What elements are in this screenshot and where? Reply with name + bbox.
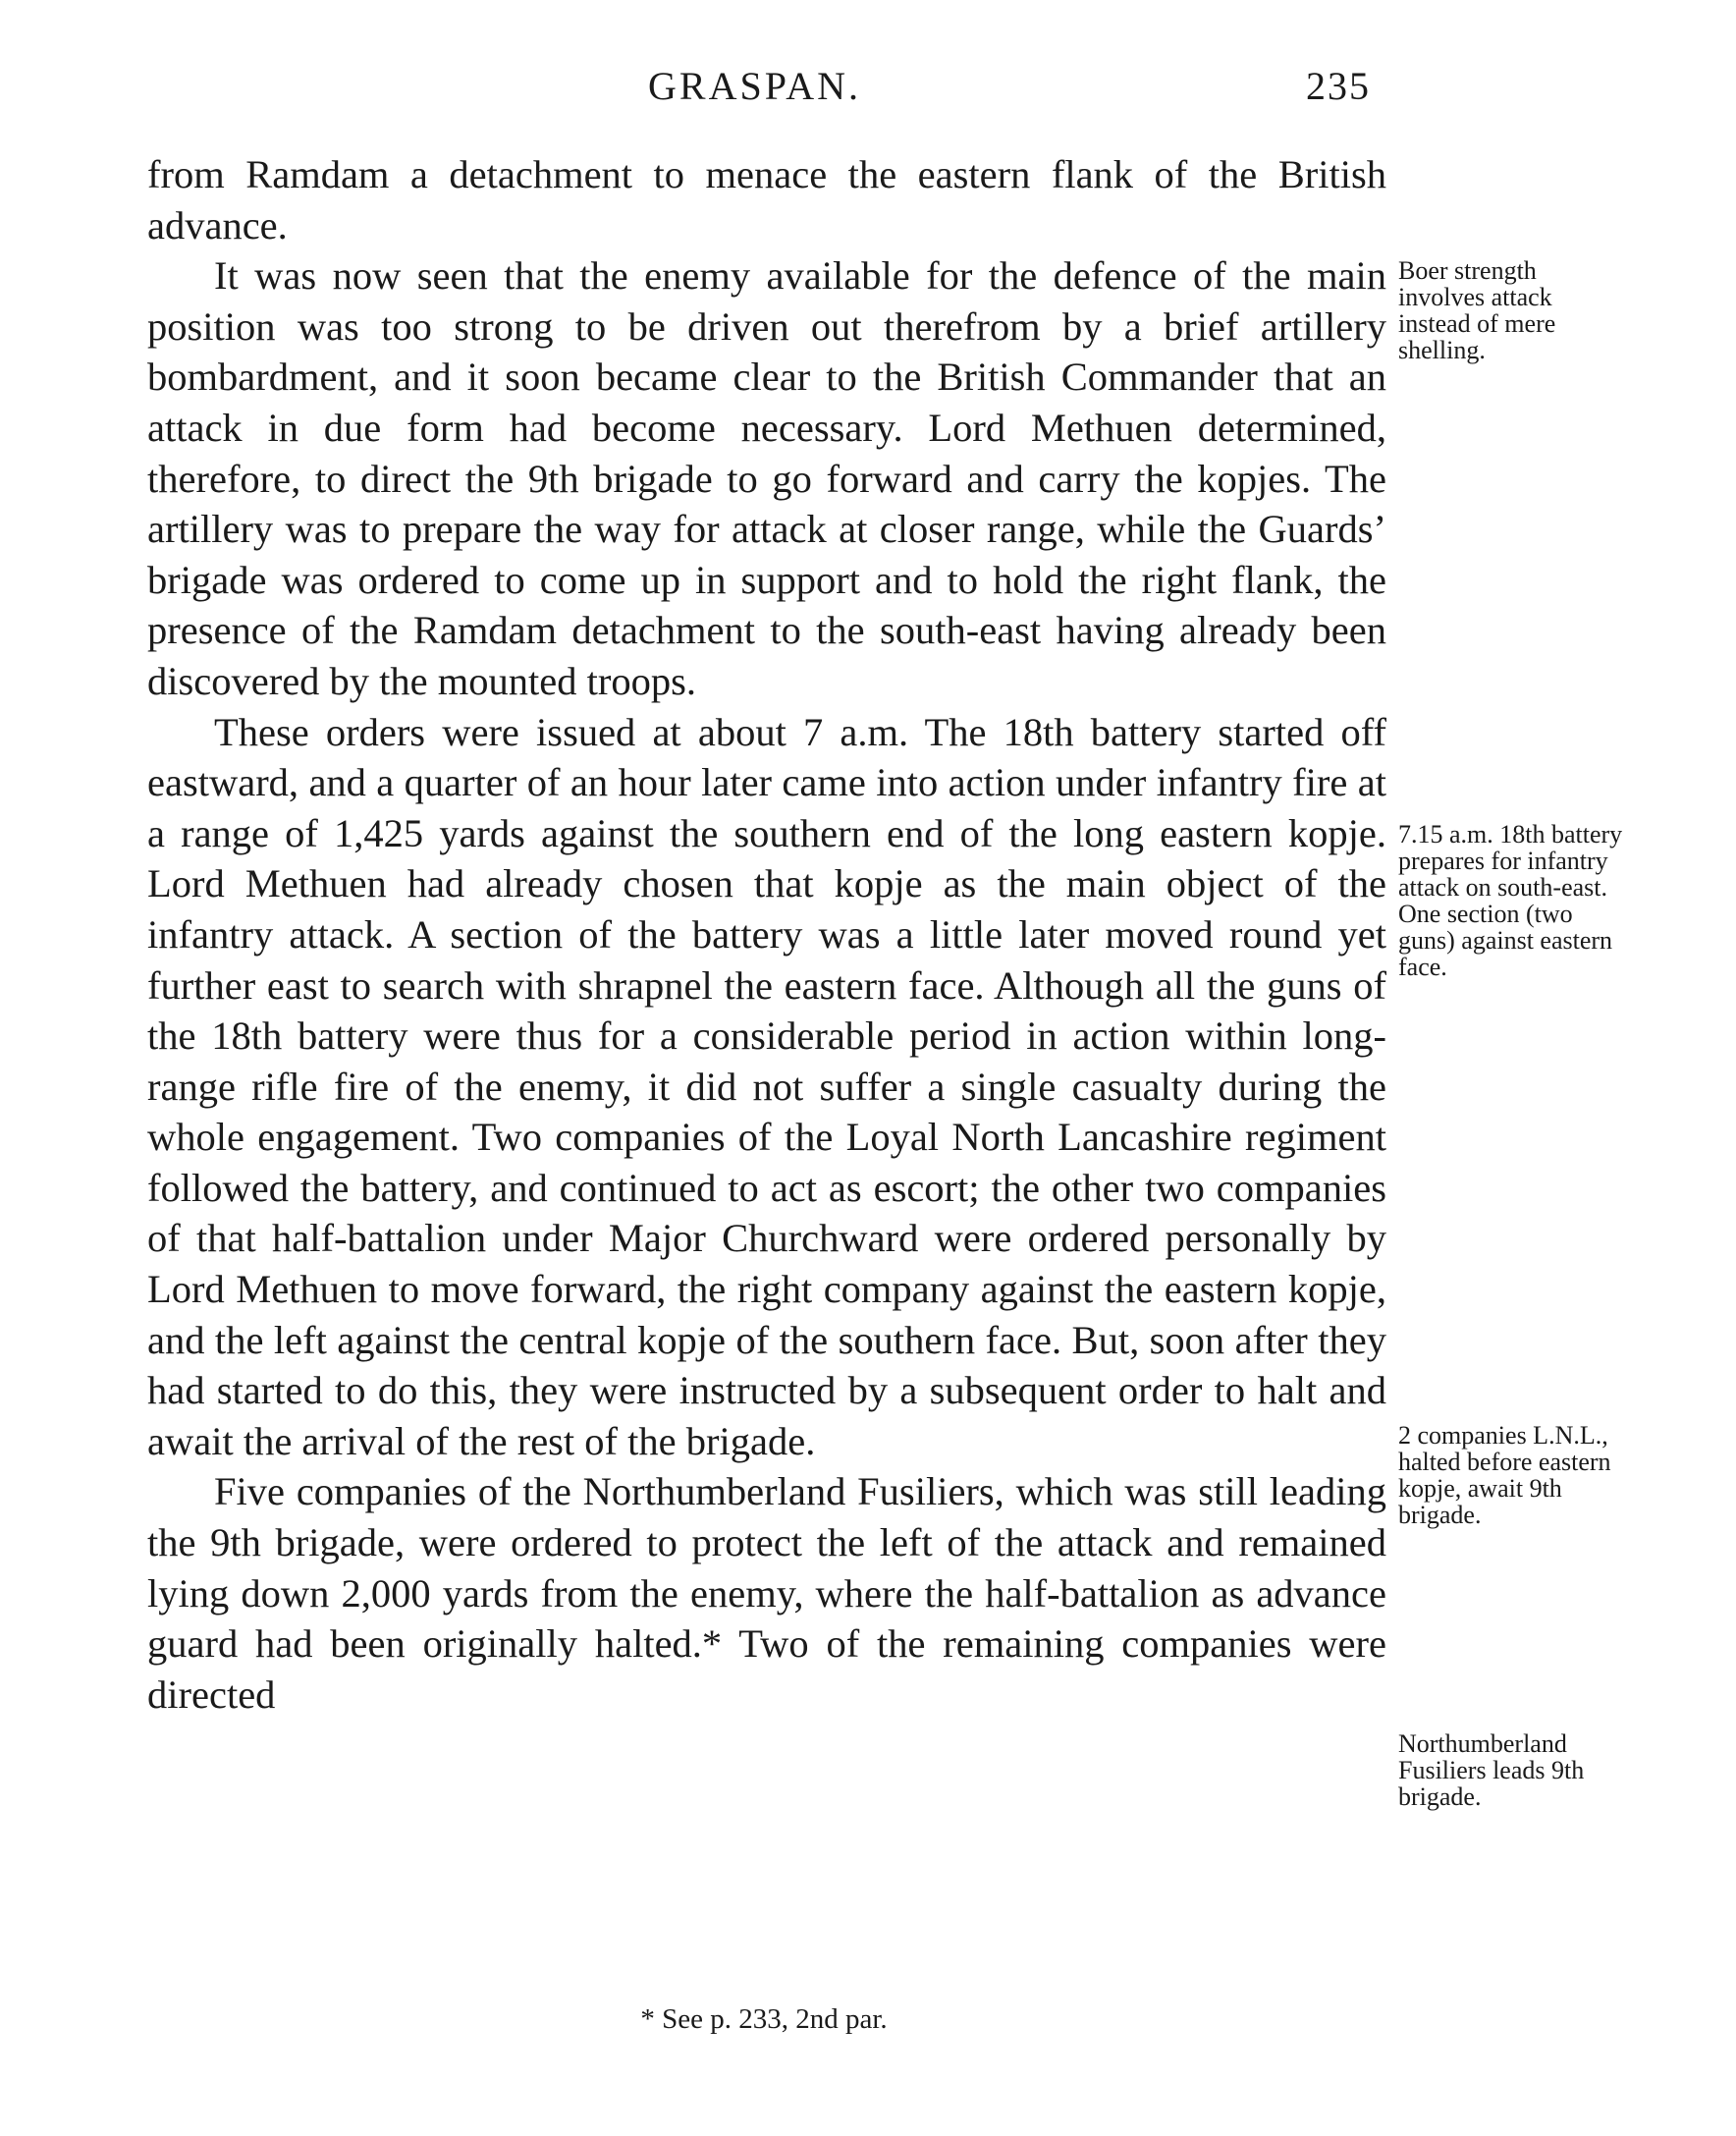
margin-note-lnl-companies: 2 companies L.N.L., halted before eastern kopje, await 9th brigade. (1398, 1421, 1611, 1529)
margin-note-boer-strength: Boer strength involves attack instead of mere shelling. (1398, 256, 1556, 364)
paragraph-2: It was now seen that the enemy available for the defence of the main position was too strong to be driven out therefrom by a brief artillery bombardment, and it soon became clear to the British Commander that an attack in due form had become necessary. Lord Methuen determined, therefore, to direct the 9th brigade to go forward and carry the kopjes. The artillery was to prepare the way for attack at closer range, while the Guards’ brigade was ordered to come up in support and to hold the right flank, the presence of the Ramdam detachment to the south-east having already been discovered by the mounted troops. (147, 253, 1386, 703)
margin-note-northumberland: Northumberland Fusiliers leads 9th brigade. (1398, 1729, 1585, 1811)
margin-note-18th-battery: 7.15 a.m. 18th battery prepares for infantry attack on south-east. One section (two guns) against eastern face. (1398, 820, 1623, 981)
page-number: 235 (1306, 64, 1371, 108)
paragraph-4: Five companies of the Northumberland Fusiliers, which was still leading the 9th brigade, were ordered to protect the left of the attack and remained lying down 2,000 yards from the enemy, where the half-battalion as advance guard had been originally halted.* Two of the remaining companies were directed (147, 1469, 1386, 1717)
paragraph-3: These orders were issued at about 7 a.m. The 18th battery started off eastward, and a quarter of an hour later came into action under infantry fire at a range of 1,425 yards against the southern end of the long eastern kopje. Lord Methuen had already chosen that kopje as the main object of the infantry attack. A section of the battery was a little later moved round yet further east to search with shrapnel the eastern face. Although all the guns of the 18th battery were thus for a considerable period in action within long-range rifle fire of the enemy, it did not suffer a single casualty during the whole engagement. Two companies of the Loyal North Lancashire regiment followed the battery, and continued to act as escort; the other two companies of that half-battalion under Major Churchward were ordered personally by Lord Methuen to move forward, the right company against the eastern kopje, and the left against the central kopje of the southern face. But, soon after they had started to do this, they were instructed by a subsequent order to halt and await the arrival of the rest of the brigade. (147, 709, 1386, 1463)
running-head (0, 63, 1736, 122)
body-text (147, 149, 1386, 1720)
footnote (0, 2003, 1736, 2036)
running-title: GRASPAN. (648, 64, 862, 108)
footnote-text: * See p. 233, 2nd par. (640, 2003, 888, 2035)
paragraph-1: from Ramdam a detachment to menace the eastern flank of the British advance. (147, 152, 1386, 247)
